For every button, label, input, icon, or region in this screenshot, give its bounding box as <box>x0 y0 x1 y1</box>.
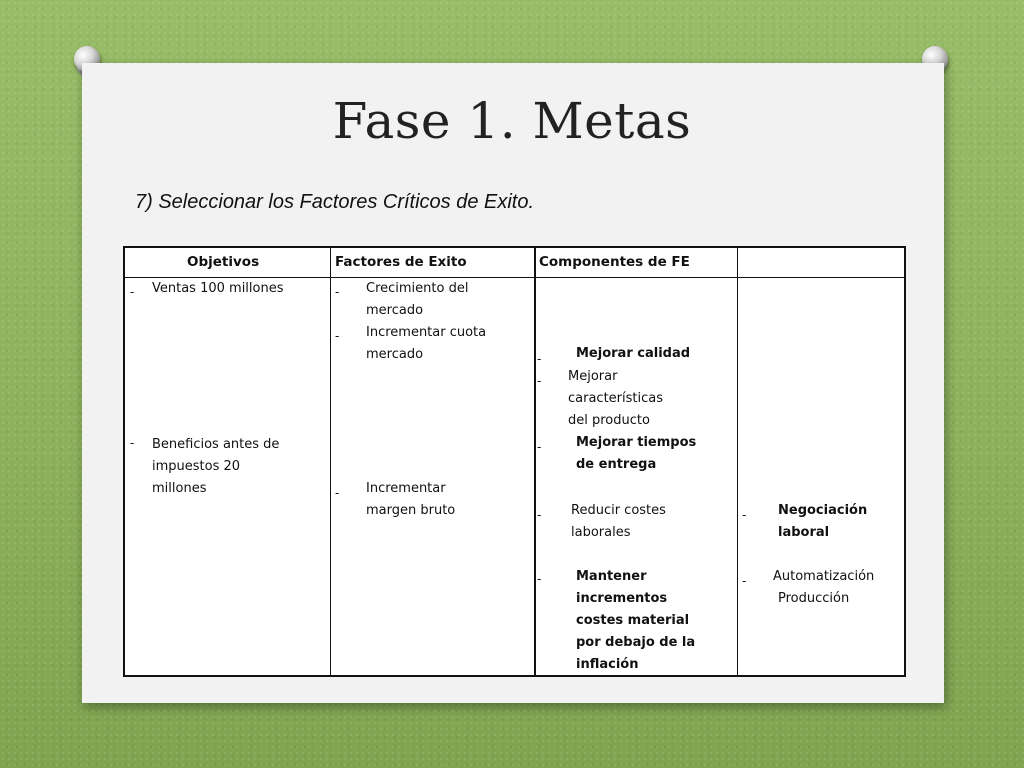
header-componentes: Componentes de FE <box>539 254 690 270</box>
slide-subtitle: 7) Seleccionar los Factores Críticos de Exito. <box>135 191 535 213</box>
componente-item: Mejorar calidad <box>576 346 691 361</box>
bullet-dash: - <box>537 374 542 388</box>
bullet-dash: - <box>537 508 542 522</box>
header-factores: Factores de Exito <box>335 254 467 270</box>
componente-item: Mejorar tiempos de entrega <box>576 435 697 472</box>
objetivo-item: Beneficios antes de impuestos 20 millones <box>152 437 280 496</box>
bullet-dash: - <box>742 574 747 588</box>
bullet-dash: - <box>537 440 542 454</box>
bullet-dash: - <box>130 285 135 299</box>
objetivo-item: Ventas 100 millones <box>152 281 284 296</box>
slide-title: Fase 1. Metas <box>332 92 692 150</box>
bullet-dash: - <box>130 436 135 450</box>
column-divider <box>737 248 738 675</box>
bullet-dash: - <box>742 508 747 522</box>
bullet-dash: - <box>537 352 542 366</box>
factor-item: Crecimiento del mercado <box>366 281 469 318</box>
factors-table <box>123 246 906 677</box>
accion-item: Automatización Producción <box>773 569 875 606</box>
bullet-dash: - <box>335 486 340 500</box>
header-objetivos: Objetivos <box>187 254 260 270</box>
column-divider <box>534 248 536 675</box>
componente-item: Mantener incrementos costes material por debajo de la inflación <box>576 569 696 672</box>
componente-item: Reducir costes laborales <box>571 503 666 540</box>
componente-item: Mejorar características del producto <box>568 369 663 428</box>
bullet-dash: - <box>335 285 340 299</box>
factor-item: Incrementar cuota mercado <box>366 325 487 362</box>
bullet-dash: - <box>335 329 340 343</box>
bullet-dash: - <box>537 572 542 586</box>
factor-item: Incrementar margen bruto <box>366 481 456 518</box>
accion-item: Negociación laboral <box>778 503 868 540</box>
column-divider <box>330 248 331 675</box>
